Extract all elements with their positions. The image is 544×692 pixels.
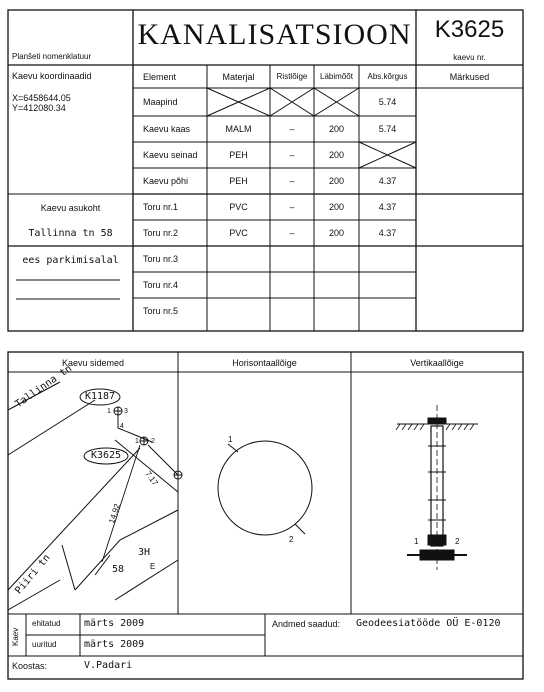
distance-1: 7.17 (143, 469, 160, 488)
row-diameter: 200 (328, 176, 345, 186)
distance-2: 14.92 (107, 502, 122, 525)
data-source-value: Geodeesiatööde OÜ E-0120 (356, 618, 501, 629)
nomenclature-label: Planšeti nomenklatuur (12, 52, 92, 61)
row-height: 4.37 (378, 202, 397, 212)
made-date: märts 2009 (84, 618, 145, 629)
row-element: Maapind (143, 97, 178, 107)
well-k3625: K3625 (90, 450, 122, 461)
col-height: Abs.kõrgus (367, 72, 408, 81)
house-number: 58 (112, 564, 125, 575)
row-diameter: 200 (328, 228, 345, 238)
compiled-label: Koostas: (12, 661, 48, 671)
well-number: K3625 (434, 16, 505, 43)
side-label: Kaev (11, 627, 20, 646)
hsection-label-2: 2 (289, 535, 294, 544)
coord-y: Y=412080.34 (12, 103, 66, 113)
street-tallinna: Tallinna tn (13, 363, 74, 411)
map-label-3: 3 (124, 408, 128, 415)
col-element: Element (143, 72, 177, 82)
building-label: 3H (138, 547, 151, 558)
well-number-label: kaevu nr. (453, 53, 486, 62)
map-label-1: 1 (107, 408, 111, 415)
building-sub: E (150, 562, 156, 571)
row-cross: – (289, 150, 295, 160)
col-notes: Märkused (449, 72, 490, 82)
row-element: Kaevu põhi (143, 176, 189, 186)
vsection-label-2: 2 (455, 537, 460, 546)
coords-label: Kaevu koordinaadid (12, 71, 92, 81)
row-height: 5.74 (378, 124, 397, 134)
row-element: Kaevu seinad (143, 150, 198, 160)
row-diameter: 200 (328, 150, 345, 160)
row-cross: – (289, 176, 295, 186)
row-material: PEH (229, 176, 248, 186)
col-diameter: Läbimõõt (320, 72, 353, 81)
well-k1187: K1187 (84, 391, 116, 402)
row-element: Toru nr.1 (143, 202, 179, 212)
row-material: PVC (229, 202, 248, 212)
compiled-value: V.Padari (84, 660, 133, 671)
section-links: Kaevu sidemed (61, 358, 125, 368)
section-horizontal: Horisontaallõige (232, 358, 297, 368)
row-element: Toru nr.2 (143, 228, 179, 238)
col-material: Materjal (222, 72, 255, 82)
map-label-4: 4 (120, 423, 124, 430)
row-element: Toru nr.3 (143, 254, 179, 264)
row-element: Toru nr.4 (143, 280, 179, 290)
row-cross: – (289, 202, 295, 212)
row-element: Toru nr.5 (143, 306, 179, 316)
form-title: KANALISATSIOON (137, 18, 412, 51)
row-height: 4.37 (378, 176, 397, 186)
vsection-label-1: 1 (414, 537, 419, 546)
row-element: Kaevu kaas (143, 124, 191, 134)
row-diameter: 200 (328, 124, 345, 134)
row-height: 5.74 (378, 97, 397, 107)
location-line-2: ees parkimisalal (22, 255, 119, 266)
col-cross: Ristlõige (276, 72, 308, 81)
row-material: PEH (229, 150, 248, 160)
street-piiri: Piiri tn (13, 552, 53, 597)
row-material: MALM (225, 124, 252, 134)
location-label: Kaevu asukoht (40, 203, 101, 213)
map-label-2: 2 (151, 438, 155, 445)
row-height: 4.37 (378, 228, 397, 238)
hsection-label-1: 1 (228, 435, 233, 444)
row-material: PVC (229, 228, 248, 238)
map-label-1b: 1 (135, 438, 139, 445)
measured-date: märts 2009 (84, 639, 145, 650)
coord-x: X=6458644.05 (12, 93, 71, 103)
section-vertical: Vertikaallõige (410, 358, 464, 368)
row-cross: – (289, 228, 295, 238)
made-label: ehitatud (32, 619, 61, 628)
measured-label: uuritud (32, 640, 57, 649)
location-line-1: Tallinna tn 58 (28, 228, 113, 239)
row-diameter: 200 (328, 202, 345, 212)
data-source-label: Andmed saadud: (272, 619, 341, 629)
row-cross: – (289, 124, 295, 134)
